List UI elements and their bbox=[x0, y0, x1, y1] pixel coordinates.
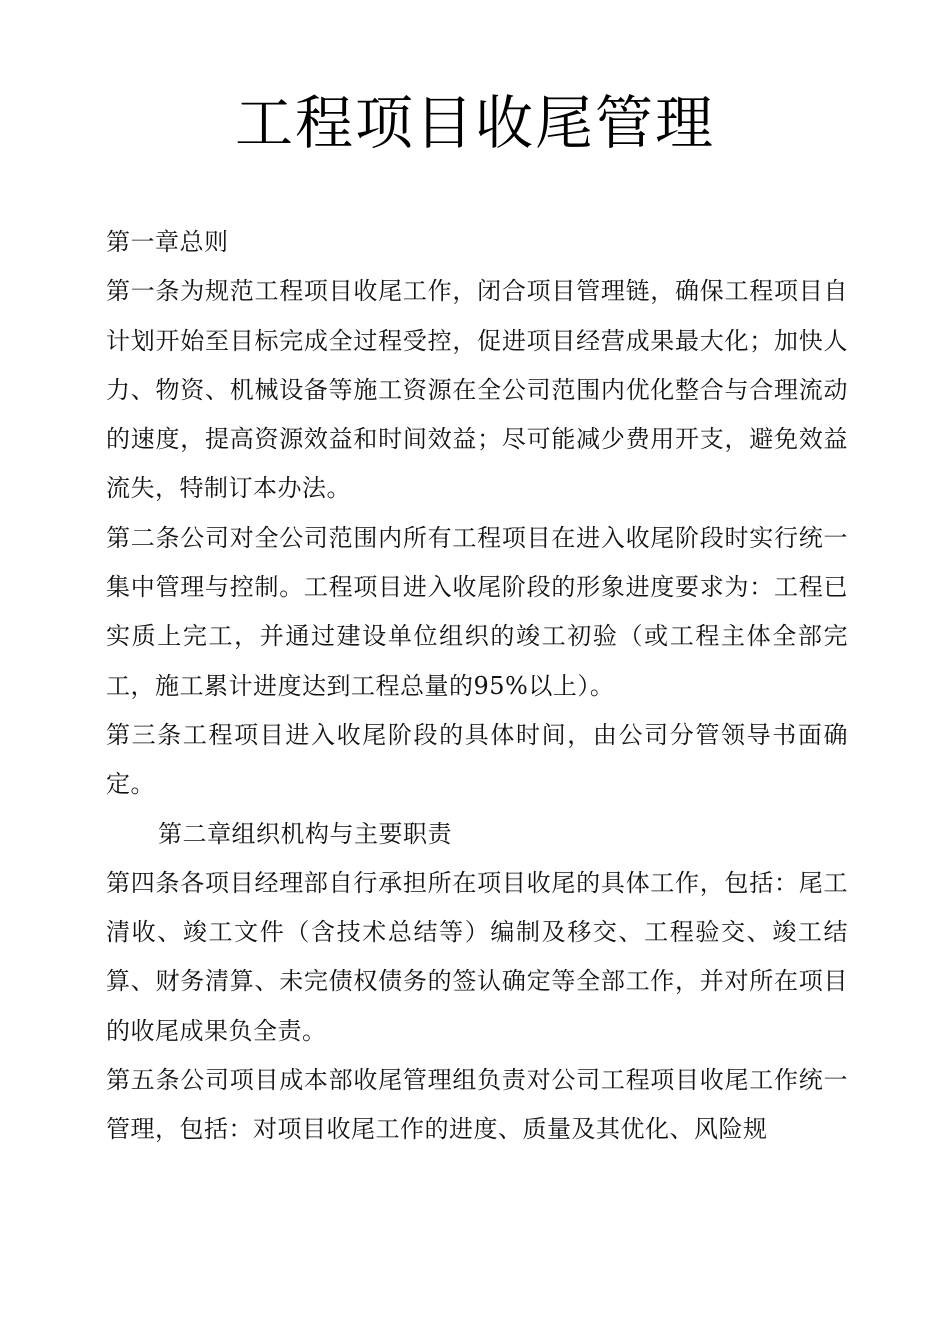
article-1-paragraph: 第一条为规范工程项目收尾工作，闭合项目管理链，确保工程项目自计划开始至目标完成全过程受控，促进项目经营成果最大化；加快人力、物资、机械设备等施工资源在全公司范围内优化整合与合理流动的速度，提高资源效益和时间效益；尽可能减少费用开支，避免效益流失，特制订本办法。 bbox=[106, 277, 848, 503]
document-title: 工程项目收尾管理 bbox=[234, 89, 715, 157]
chapter-1-heading: 第一章总则 bbox=[106, 228, 229, 256]
chapter-2-heading: 第二章组织机构与主要职责 bbox=[158, 819, 452, 848]
article-3-paragraph: 第三条工程项目进入收尾阶段的具体时间，由公司分管领导书面确定。 bbox=[106, 720, 848, 799]
document-body bbox=[106, 218, 848, 1155]
article-4-paragraph: 第四条各项目经理部自行承担所在项目收尾的具体工作，包括：尾工清收、竣工文件（含技术总结等）编制及移交、工程验交、竣工结算、财务清算、未完债权债务的签认确定等全部工作，并对所在项目的收尾成果负全责。 bbox=[106, 868, 848, 1045]
article-2-paragraph: 第二条公司对全公司范围内所有工程项目在进入收尾阶段时实行统一集中管理与控制。工程项目进入收尾阶段的形象进度要求为：工程已实质上完工，并通过建设单位组织的竣工初验（或工程主体全部完工，施工累计进度达到工程总量的95%以上）。 bbox=[106, 523, 848, 700]
article-5-paragraph: 第五条公司项目成本部收尾管理组负责对公司工程项目收尾工作统一管理，包括：对项目收尾工作的进度、质量及其优化、风险规 bbox=[106, 1066, 848, 1144]
